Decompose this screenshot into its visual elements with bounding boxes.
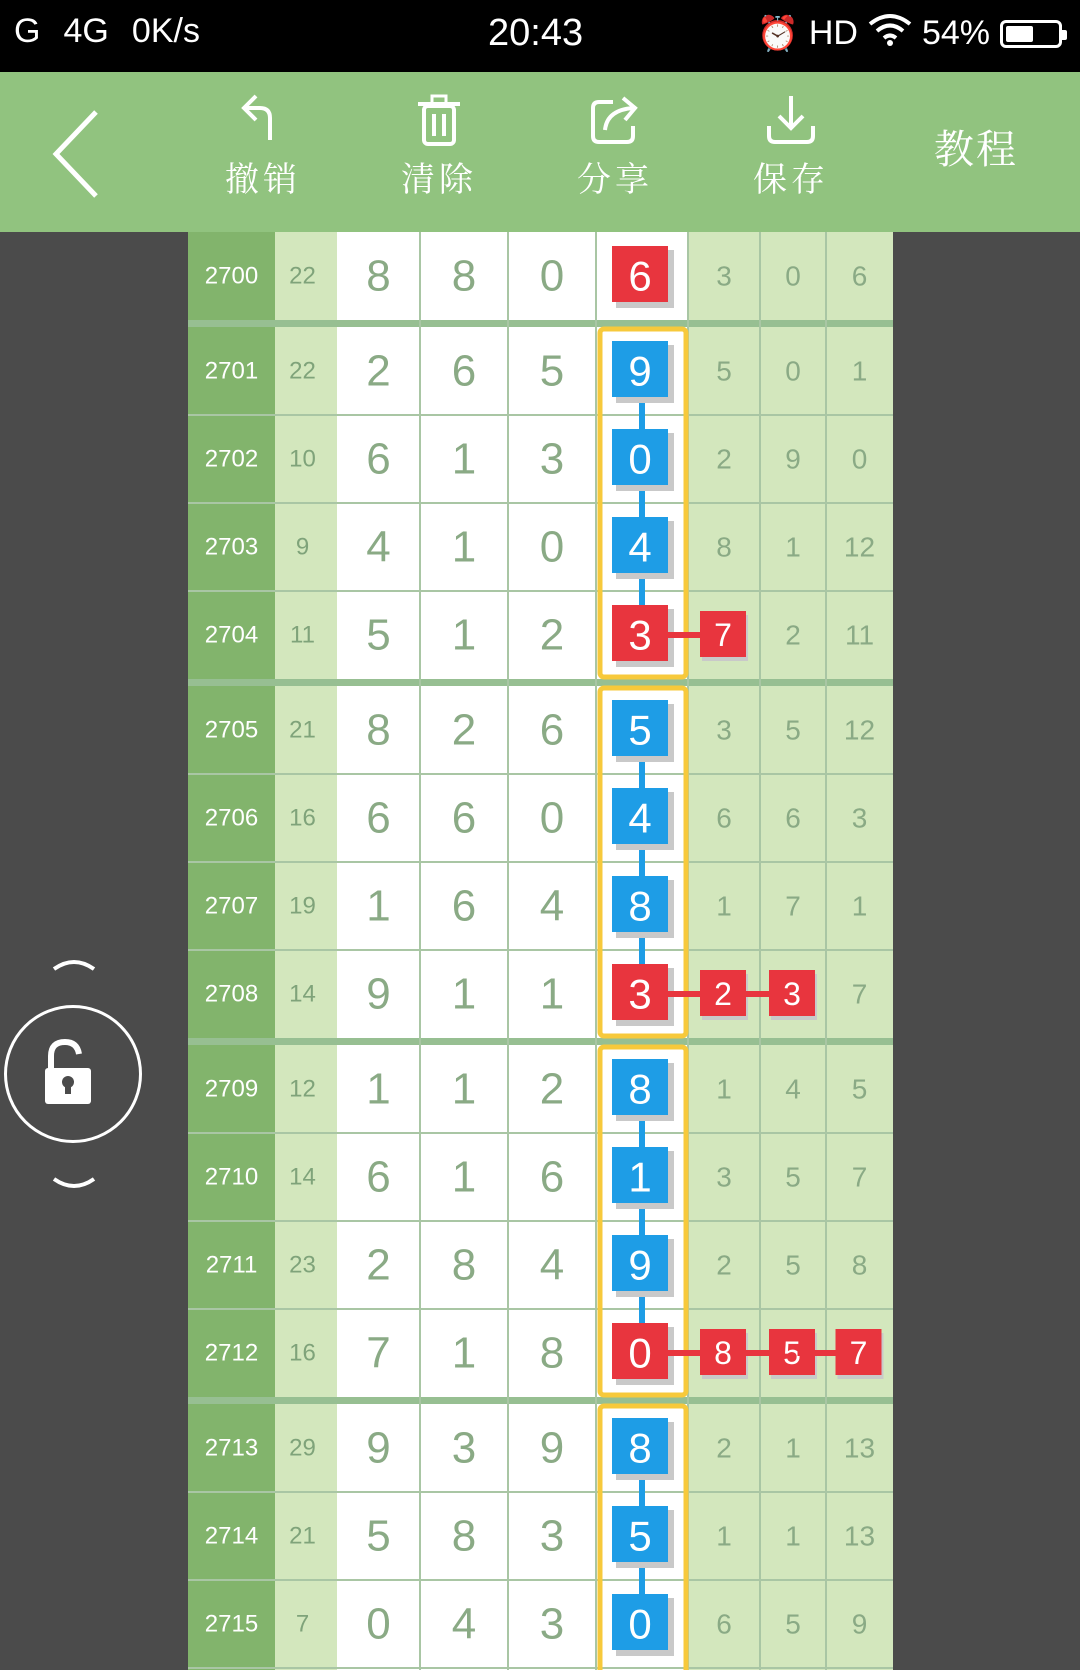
miss-digit: 8 [714, 1335, 732, 1371]
digit-cell: 8 [366, 251, 391, 301]
sum-value: 14 [289, 980, 316, 1008]
digit-cell: 8 [451, 251, 477, 301]
miss-value: 9 [851, 1608, 868, 1640]
key-digit: 9 [628, 347, 652, 395]
sum-value: 7 [295, 1610, 310, 1638]
sum-value: 23 [289, 1251, 316, 1279]
digit-cell: 3 [539, 1511, 565, 1561]
key-digit: 6 [628, 252, 652, 300]
sum-value: 12 [289, 1075, 316, 1103]
issue-number: 2710 [204, 1163, 259, 1191]
unlock-icon [43, 1038, 103, 1108]
issue-number: 2714 [204, 1522, 259, 1550]
digit-cell: 1 [451, 969, 477, 1019]
digit-cell: 6 [366, 1152, 391, 1202]
miss-value: 2 [785, 619, 801, 651]
sum-value: 21 [289, 1522, 316, 1550]
miss-value: 12 [843, 531, 876, 563]
digit-cell: 4 [366, 522, 391, 572]
digit-cell: 0 [539, 522, 565, 572]
digit-cell: 5 [366, 1511, 391, 1561]
digit-cell: 4 [539, 1240, 565, 1290]
digit-cell: 7 [366, 1328, 391, 1378]
digit-cell: 1 [451, 610, 477, 660]
key-digit: 4 [628, 523, 652, 571]
digit-cell: 2 [451, 705, 477, 755]
sum-value: 19 [289, 892, 316, 920]
miss-digit: 7 [849, 1335, 868, 1371]
miss-value: 3 [716, 260, 732, 292]
digit-cell: 2 [366, 1240, 391, 1290]
miss-value: 1 [785, 531, 801, 563]
digit-cell: 9 [366, 969, 391, 1019]
digit-cell: 8 [539, 1328, 565, 1378]
digit-cell: 0 [366, 1599, 391, 1649]
sum-value: 16 [289, 1339, 316, 1367]
miss-value: 11 [844, 619, 875, 651]
miss-value: 5 [785, 1249, 801, 1281]
miss-value: 3 [716, 714, 732, 746]
digit-cell: 6 [451, 881, 477, 931]
group-separator [188, 320, 893, 327]
miss-value: 5 [785, 1161, 801, 1193]
miss-value: 0 [785, 260, 801, 292]
digit-cell: 4 [539, 881, 565, 931]
miss-value: 13 [843, 1520, 876, 1552]
miss-value: 6 [716, 802, 732, 834]
status-time: 20:43 [488, 12, 584, 54]
key-digit: 0 [628, 1329, 652, 1377]
issue-number: 2715 [204, 1610, 259, 1638]
chevron-up-icon[interactable] [52, 955, 96, 971]
digit-cell: 1 [451, 434, 477, 484]
key-digit: 3 [628, 611, 652, 659]
miss-value: 13 [843, 1432, 876, 1464]
miss-value: 2 [716, 1432, 732, 1464]
digit-cell: 3 [451, 1423, 477, 1473]
miss-digit: 5 [783, 1335, 801, 1371]
group-separator [188, 1038, 893, 1045]
miss-value: 1 [716, 1520, 732, 1552]
digit-cell: 0 [539, 251, 565, 301]
digit-cell: 2 [539, 1064, 565, 1114]
issue-number: 2703 [204, 533, 259, 561]
sum-value: 11 [290, 621, 315, 649]
digit-cell: 1 [451, 1152, 477, 1202]
miss-value: 1 [785, 1432, 801, 1464]
digit-cell: 8 [451, 1240, 477, 1290]
digit-cell: 6 [366, 434, 391, 484]
miss-value: 8 [716, 531, 732, 563]
miss-value: 6 [716, 1608, 732, 1640]
miss-value: 4 [785, 1073, 801, 1105]
undo-label: 撤销 [225, 160, 301, 200]
digit-cell: 5 [539, 346, 565, 396]
issue-number: 2712 [204, 1339, 259, 1367]
miss-value: 1 [716, 890, 732, 922]
clear-label: 清除 [401, 160, 477, 200]
hd-label: HD [808, 14, 858, 52]
miss-value: 9 [785, 443, 801, 475]
save-label: 保存 [753, 160, 829, 200]
miss-value: 8 [851, 1249, 868, 1281]
key-digit: 1 [628, 1153, 652, 1201]
issue-number: 2701 [204, 357, 259, 385]
key-digit: 8 [628, 1065, 652, 1113]
miss-digit: 2 [714, 976, 732, 1012]
group-separator [188, 1397, 893, 1404]
miss-value: 1 [851, 890, 868, 922]
issue-number: 2702 [204, 445, 259, 473]
issue-number: 2711 [205, 1251, 258, 1279]
miss-value: 0 [785, 355, 801, 387]
miss-digit: 3 [783, 976, 801, 1012]
issue-number: 2706 [204, 804, 259, 832]
sum-value: 22 [289, 262, 316, 290]
digit-cell: 3 [539, 434, 565, 484]
sum-value: 14 [289, 1163, 316, 1191]
key-digit: 5 [628, 1512, 652, 1560]
sum-value: 10 [289, 445, 316, 473]
key-digit: 3 [628, 970, 652, 1018]
digit-cell: 8 [451, 1511, 477, 1561]
digit-cell: 0 [539, 793, 565, 843]
miss-value: 5 [851, 1073, 868, 1105]
digit-cell: 6 [539, 705, 565, 755]
issue-number: 2704 [204, 621, 259, 649]
issue-number: 2705 [204, 716, 259, 744]
digit-cell: 5 [366, 610, 391, 660]
digit-cell: 9 [366, 1423, 391, 1473]
miss-value: 3 [851, 802, 868, 834]
issue-number: 2707 [204, 892, 259, 920]
chevron-down-icon[interactable] [52, 1177, 96, 1193]
digit-cell: 1 [451, 1064, 477, 1114]
miss-value: 5 [785, 1608, 801, 1640]
miss-value: 3 [716, 1161, 732, 1193]
miss-value: 1 [716, 1073, 732, 1105]
key-digit: 9 [628, 1241, 652, 1289]
miss-value: 6 [851, 260, 868, 292]
miss-value: 2 [716, 1249, 732, 1281]
group-separator [188, 679, 893, 686]
signal-info: G 4G 0K/s [14, 12, 200, 50]
miss-value: 5 [785, 714, 801, 746]
miss-value: 12 [843, 714, 876, 746]
miss-value: 7 [851, 1161, 868, 1193]
digit-cell: 4 [451, 1599, 477, 1649]
sum-value: 29 [289, 1434, 316, 1462]
digit-cell: 6 [539, 1152, 565, 1202]
issue-number: 2709 [204, 1075, 259, 1103]
key-digit: 5 [628, 706, 652, 754]
tutorial-button[interactable]: 教程 [934, 127, 1018, 173]
digit-cell: 1 [451, 522, 477, 572]
digit-cell: 1 [451, 1328, 477, 1378]
issue-number: 2700 [204, 262, 259, 290]
digit-cell: 8 [366, 705, 391, 755]
miss-value: 1 [851, 355, 868, 387]
miss-value: 7 [851, 978, 868, 1010]
digit-cell: 1 [366, 1064, 391, 1114]
digit-cell: 3 [539, 1599, 565, 1649]
issue-number: 2708 [204, 980, 259, 1008]
digit-cell: 1 [539, 969, 565, 1019]
lock-button[interactable] [4, 1005, 142, 1143]
sum-value: 22 [289, 357, 316, 385]
digit-cell: 6 [451, 346, 477, 396]
battery-percent: 54% [921, 14, 990, 52]
miss-value: 6 [785, 802, 801, 834]
alarm-icon: ⏰ [756, 14, 799, 53]
digit-cell: 1 [366, 881, 391, 931]
key-digit: 0 [628, 1600, 652, 1648]
digit-cell: 2 [539, 610, 565, 660]
key-digit: 8 [628, 1424, 652, 1472]
miss-value: 2 [716, 443, 732, 475]
digit-cell: 6 [366, 793, 391, 843]
sum-value: 16 [289, 804, 316, 832]
key-digit: 0 [628, 435, 652, 483]
issue-number: 2713 [204, 1434, 259, 1462]
miss-value: 5 [716, 355, 732, 387]
share-label: 分享 [577, 160, 653, 200]
miss-value: 1 [785, 1520, 801, 1552]
digit-cell: 2 [366, 346, 391, 396]
digit-cell: 6 [451, 793, 477, 843]
miss-value: 7 [785, 890, 801, 922]
digit-cell: 9 [539, 1423, 565, 1473]
key-digit: 4 [628, 794, 652, 842]
sum-value: 21 [289, 716, 316, 744]
key-digit: 8 [628, 882, 652, 930]
miss-value: 0 [851, 443, 868, 475]
sum-value: 9 [295, 533, 310, 561]
miss-digit: 7 [714, 617, 732, 653]
